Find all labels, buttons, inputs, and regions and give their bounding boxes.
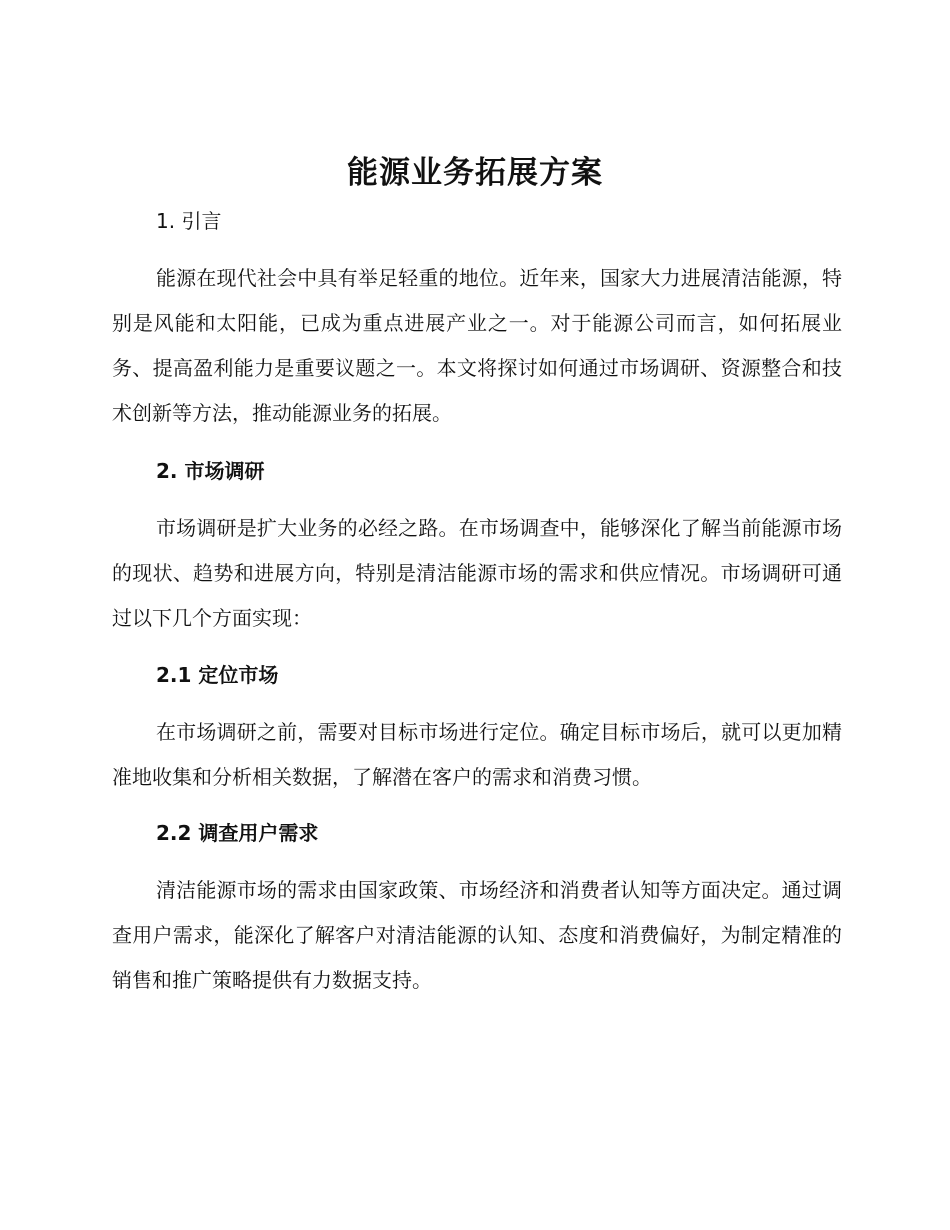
section-paragraph-user-needs: 清洁能源市场的需求由国家政策、市场经济和消费者认知等方面决定。通过调查用户需求，能深化了解客户对清洁能源的认知、态度和消费偏好，为制定精准的销售和推广策略提供有力数据支持。	[112, 878, 842, 992]
section-heading-user-needs: 2.2 调查用户需求	[156, 821, 319, 845]
section-heading-introduction: 1. 引言	[156, 209, 222, 233]
section-heading-market-positioning: 2.1 定位市场	[156, 663, 279, 687]
section-paragraph-market-positioning: 在市场调研之前，需要对目标市场进行定位。确定目标市场后，就可以更加精准地收集和分析相关数据，了解潜在客户的需求和消费习惯。	[112, 720, 842, 789]
section-heading-market-research: 2. 市场调研	[156, 459, 265, 483]
section-paragraph-introduction: 能源在现代社会中具有举足轻重的地位。近年来，国家大力进展清洁能源，特别是风能和太阳能，已成为重点进展产业之一。对于能源公司而言，如何拓展业务、提高盈利能力是重要议题之一。本文将探讨如何通过市场调研、资源整合和技术创新等方法，推动能源业务的拓展。	[112, 266, 842, 425]
section-paragraph-market-research: 市场调研是扩大业务的必经之路。在市场调查中，能够深化了解当前能源市场的现状、趋势和进展方向，特别是清洁能源市场的需求和供应情况。市场调研可通过以下几个方面实现：	[112, 516, 842, 630]
document-title: 能源业务拓展方案	[347, 155, 603, 191]
